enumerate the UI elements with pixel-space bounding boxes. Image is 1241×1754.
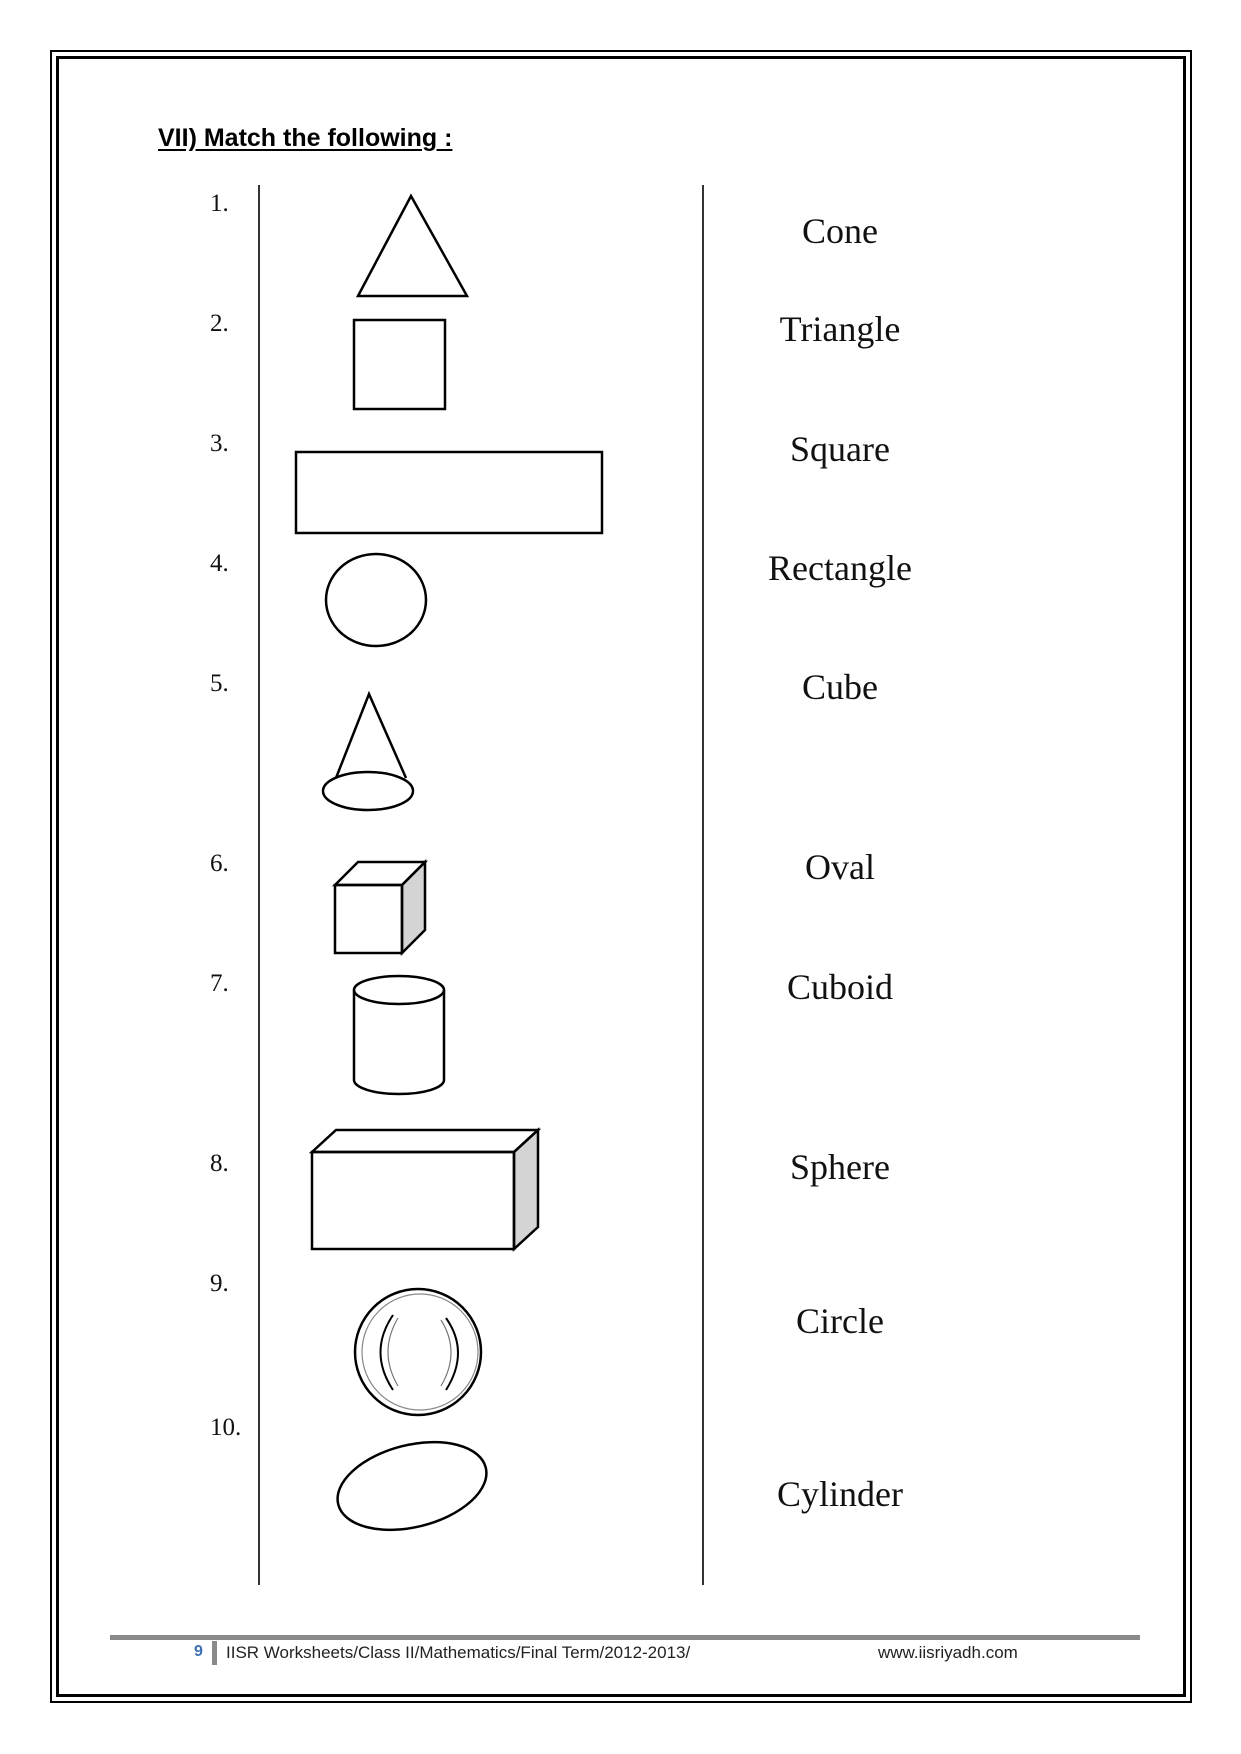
item-number: 4. [210, 550, 229, 577]
item-number: 6. [210, 850, 229, 877]
footer-rule [110, 1635, 1140, 1640]
footer-website: www.iisriyadh.com [878, 1643, 1018, 1662]
match-option: Square [790, 429, 890, 469]
circle-icon [326, 554, 426, 646]
triangle-icon [358, 196, 467, 296]
item-number: 9. [210, 1270, 229, 1297]
cylinder-icon [354, 976, 444, 1094]
cube-icon [335, 862, 425, 953]
footer-page-number: 9 [194, 1643, 203, 1660]
item-number: 8. [210, 1150, 229, 1177]
item-number: 5. [210, 670, 229, 697]
item-number: 1. [210, 190, 229, 217]
match-option: Cuboid [786, 967, 893, 1007]
match-option: Cube [802, 667, 878, 707]
footer-path: IISR Worksheets/Class II/Mathematics/Final Term/2012-2013/ [226, 1643, 691, 1662]
rectangle-icon [296, 452, 602, 533]
item-number: 2. [210, 310, 229, 337]
cone-icon [323, 694, 413, 810]
match-option: Cone [802, 211, 878, 251]
footer-separator [212, 1641, 217, 1665]
match-option: Oval [805, 847, 875, 887]
match-option: Circle [796, 1301, 884, 1341]
oval-icon [328, 1428, 495, 1544]
match-option: Triangle [779, 309, 901, 349]
section-heading: VII) Match the following : [158, 124, 453, 152]
match-option: Sphere [790, 1147, 890, 1187]
match-option: Cylinder [777, 1474, 903, 1514]
item-number: 3. [210, 430, 229, 457]
match-option: Rectangle [768, 548, 912, 588]
item-number: 10. [210, 1414, 242, 1441]
item-number: 7. [210, 970, 229, 997]
square-icon [354, 320, 445, 409]
cuboid-icon [312, 1130, 538, 1249]
sphere-icon [355, 1289, 481, 1415]
